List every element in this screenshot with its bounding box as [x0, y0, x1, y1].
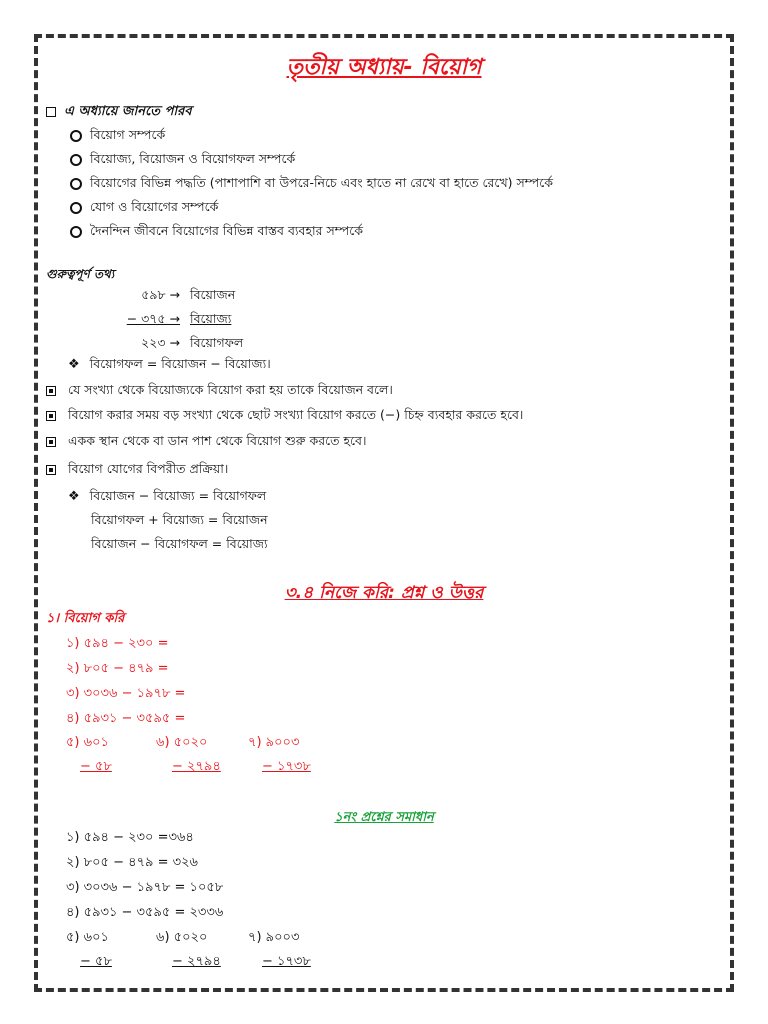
learn-heading [46, 102, 192, 123]
formula-line [68, 356, 271, 376]
diamond-bullet-icon: ❖ [68, 489, 80, 504]
rule-item [46, 433, 366, 453]
vertical-answer-b: ৬) ৫০২০ [156, 930, 208, 945]
circle-bullet-icon [70, 130, 82, 142]
solution-title: ১নং প্রশ্নের সমাধান [334, 810, 434, 825]
vertical-question-c-sub: − ১৭৩৮ [262, 759, 311, 774]
square-dot-bullet-icon [46, 386, 56, 396]
circle-bullet-icon [70, 226, 82, 238]
learn-item-text: যোগ ও বিয়োগের সম্পর্কে [90, 199, 219, 214]
formula-line: বিয়োগফল + বিয়োজ্য = বিয়োজন [91, 512, 268, 527]
question-item: ৪) ৫৯৩১ − ৩৫৯৫ = [66, 711, 186, 726]
vertical-answer-b-sub: − ২৭৯৪ [172, 954, 221, 969]
learn-item [70, 223, 363, 243]
example-subtrahend: − ৩৭৫ → [126, 311, 180, 326]
vertical-answer-a-sub: − ৫৮ [80, 954, 112, 969]
answer-item: ৪) ৫৯৩১ − ৩৫৯৫ = ২৩৩৬ [66, 905, 224, 920]
example-difference-label: বিয়োগফল [190, 335, 244, 350]
formula-line: বিয়োজন − বিয়োগফল = বিয়োজ্য [91, 536, 268, 551]
vertical-question-c: ৭) ৯০০৩ [248, 735, 300, 750]
learn-item [70, 151, 295, 171]
learn-item [70, 175, 553, 195]
rule-text: একক স্থান থেকে বা ডান পাশ থেকে বিয়োগ শুরু করতে হবে। [68, 433, 367, 448]
example-minuend-label: বিয়োজন [190, 287, 236, 302]
circle-bullet-icon [70, 202, 82, 214]
square-dot-bullet-icon [46, 465, 56, 475]
example-minuend: ৫৯৮ → [141, 287, 180, 302]
formula-text: বিয়োজন − বিয়োজ্য = বিয়োগফল [89, 488, 267, 503]
example-difference: ২২৩ → [141, 335, 180, 350]
section-title: ৩.৪ নিজে করি: প্রশ্ন ও উত্তর [284, 583, 484, 603]
question-item: ৩) ৩০৩৬ − ১৯৭৮ = [66, 686, 186, 701]
learn-item [70, 127, 165, 147]
vertical-question-a: ৫) ৬০১ [66, 735, 109, 750]
rule-text: বিয়োগ করার সময় বড় সংখ্যা থেকে ছোট সংখ্যা বিয়োগ করতে (−) চিহ্ন ব্যবহার করতে হবে। [68, 407, 524, 422]
circle-bullet-icon [70, 178, 82, 190]
chapter-title: তৃতীয় অধ্যায়- বিয়োগ [286, 55, 482, 80]
formula-text: বিয়োগফল = বিয়োজন − বিয়োজ্য। [89, 356, 271, 371]
vertical-question-b: ৬) ৫০২০ [156, 735, 208, 750]
rule-item [46, 461, 228, 481]
rule-text: বিয়োগ যোগের বিপরীত প্রক্রিয়া। [68, 461, 229, 476]
rule-item [46, 407, 523, 427]
answer-item: ২) ৮০৫ − ৪৭৯ = ৩২৬ [66, 855, 198, 870]
question-item: ১) ৫৯৪ − ২৩০ = [66, 636, 169, 651]
formula-line [68, 488, 266, 508]
diamond-bullet-icon: ❖ [68, 357, 80, 372]
answer-item: ১) ৫৯৪ − ২৩০ =৩৬৪ [66, 830, 194, 845]
learn-item-text: বিয়োগের বিভিন্ন পদ্ধতি (পাশাপাশি বা উপরে-নিচে এবং হাতে না রেখে বা হাতে রেখে) সম্পর্কে [90, 175, 554, 190]
rule-item [46, 382, 393, 402]
learn-heading-text: এ অধ্যায়ে জানতে পারব [64, 104, 192, 119]
learn-item-text: বিয়োগ সম্পর্কে [90, 127, 166, 142]
learn-item [70, 199, 218, 219]
square-dot-bullet-icon [46, 437, 56, 447]
vertical-answer-c-sub: − ১৭৩৮ [262, 954, 311, 969]
checkbox-square-icon [46, 107, 56, 117]
circle-bullet-icon [70, 154, 82, 166]
learn-item-text: বিয়োজ্য, বিয়োজন ও বিয়োগফল সম্পর্কে [90, 151, 296, 166]
vertical-question-b-sub: − ২৭৯৪ [172, 759, 221, 774]
example-subtrahend-label: বিয়োজ্য [190, 311, 232, 326]
vertical-question-a-sub: − ৫৮ [80, 759, 112, 774]
question-item: ২) ৮০৫ − ৪৭৯ = [66, 661, 169, 676]
rule-text: যে সংখ্যা থেকে বিয়োজ্যকে বিয়োগ করা হয় তাকে বিয়োজন বলে। [68, 382, 393, 397]
square-dot-bullet-icon [46, 411, 56, 421]
answer-item: ৩) ৩০৩৬ − ১৯৭৮ = ১০৫৮ [66, 880, 224, 895]
vertical-answer-a: ৫) ৬০১ [66, 930, 109, 945]
vertical-answer-c: ৭) ৯০০৩ [248, 930, 300, 945]
info-heading: গুরুত্বপূর্ণ তথ্য [46, 267, 115, 281]
learn-item-text: দৈনন্দিন জীবনে বিয়োগের বিভিন্ন বাস্তব ব্যবহার সম্পর্কে [90, 223, 364, 238]
question-heading: ১। বিয়োগ করি [46, 611, 125, 626]
